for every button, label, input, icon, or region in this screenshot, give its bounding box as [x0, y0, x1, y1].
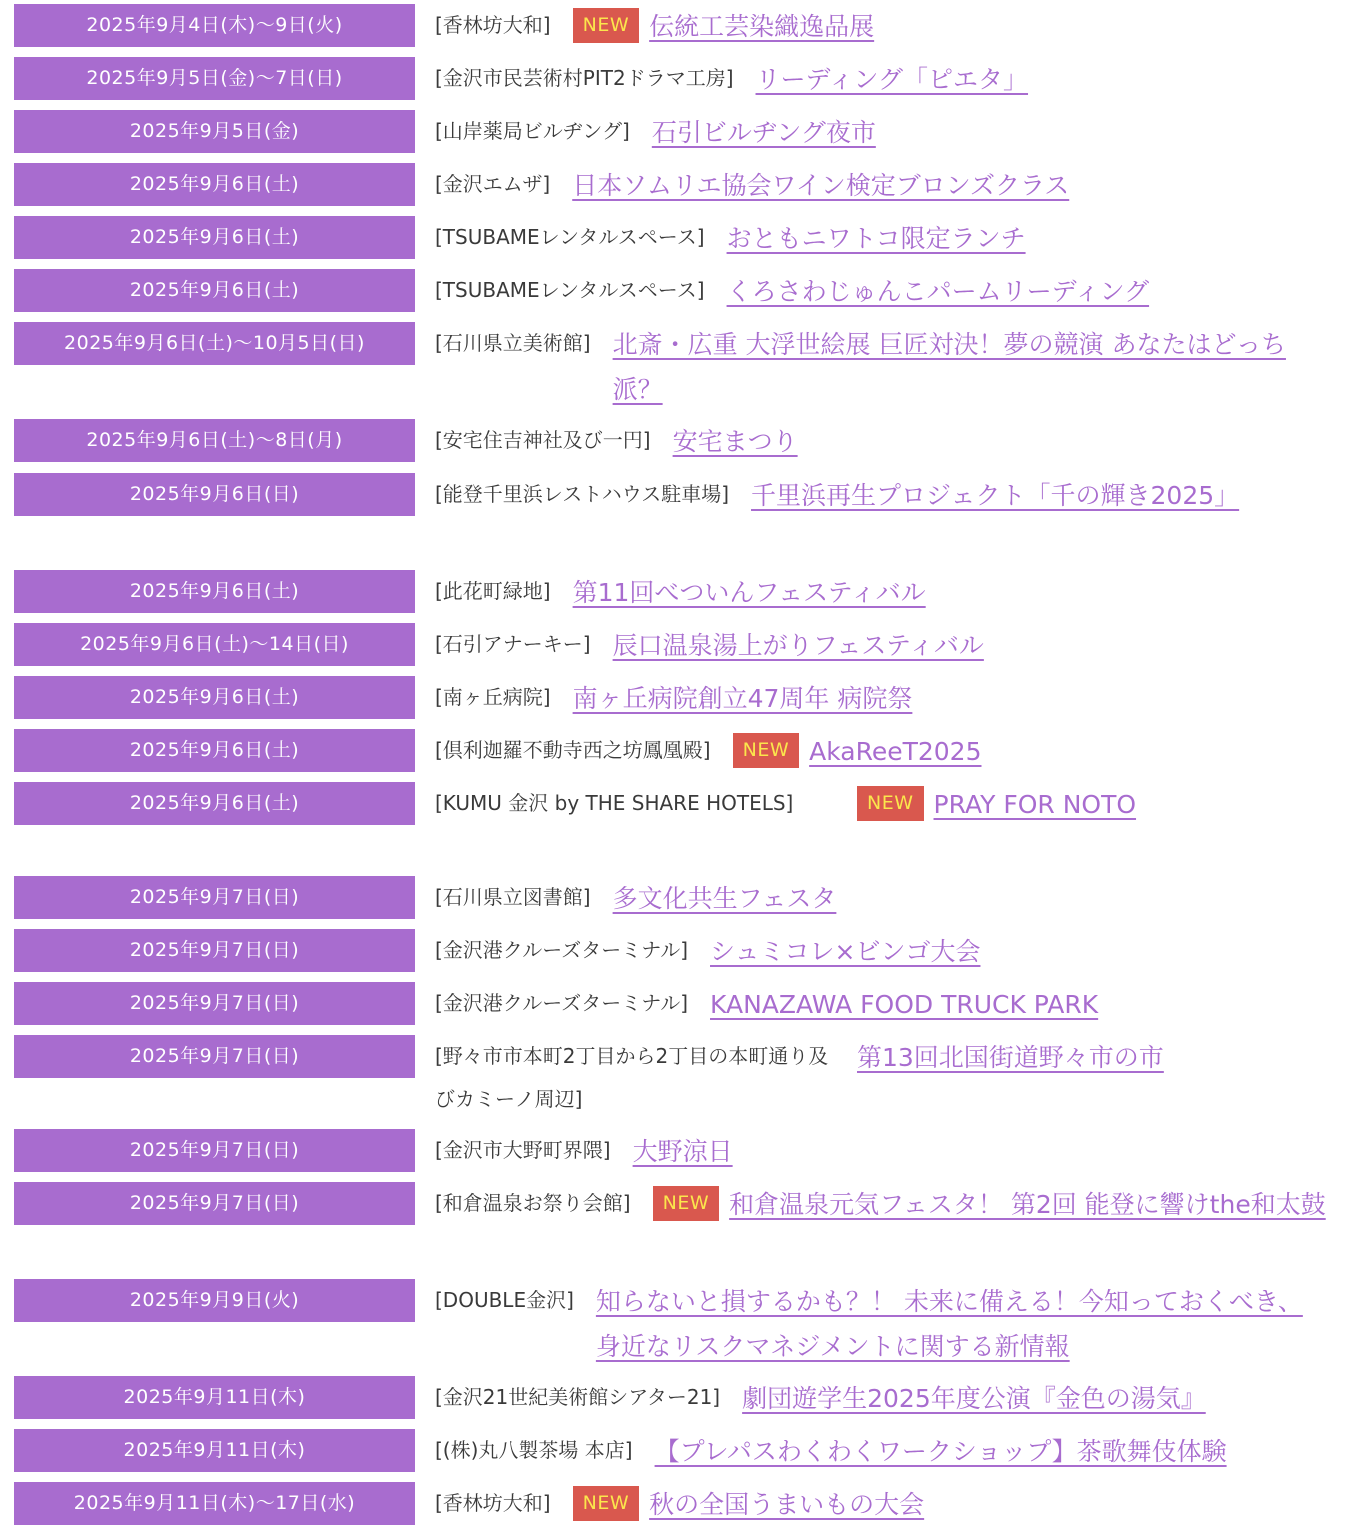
event-content [435, 929, 1334, 974]
event-row [0, 322, 1356, 419]
event-content [435, 623, 1334, 668]
event-date: 2025年9月7日(日) [14, 982, 415, 1025]
event-row [0, 729, 1356, 782]
event-venue: [安宅住吉神社及び一円] [435, 428, 651, 452]
new-badge: NEW [573, 1486, 640, 1521]
event-row [0, 982, 1356, 1035]
event-title-link[interactable]: 第13回北国街道野々市の市 [857, 1043, 1164, 1072]
event-content [435, 1429, 1334, 1474]
event-venue: [香林坊大和] [435, 13, 551, 37]
event-content [435, 782, 1334, 827]
event-date: 2025年9月6日(土) [14, 729, 415, 772]
event-venue: [石川県立図書館] [435, 885, 591, 909]
event-venue: [DOUBLE金沢] [435, 1288, 574, 1312]
event-venue: [此花町緑地] [435, 579, 551, 603]
event-content [435, 1182, 1334, 1227]
event-row [0, 676, 1356, 729]
event-date: 2025年9月6日(土) [14, 163, 415, 206]
event-row [0, 1279, 1356, 1376]
event-title-link[interactable]: おともニワトコ限定ランチ [726, 224, 1026, 253]
event-venue: [金沢21世紀美術館シアター21] [435, 1385, 721, 1409]
event-venue: [倶利迦羅不動寺西之坊鳳凰殿] [435, 738, 711, 762]
event-date: 2025年9月4日(木)〜9日(火) [14, 4, 415, 47]
event-date: 2025年9月6日(土)〜8日(月) [14, 419, 415, 462]
event-title-link[interactable]: リーディング「ピエタ」 [755, 65, 1029, 94]
event-row [0, 1482, 1356, 1535]
event-row [0, 1035, 1356, 1129]
event-date: 2025年9月5日(金)〜7日(日) [14, 57, 415, 100]
event-content [435, 4, 1334, 49]
event-date: 2025年9月9日(火) [14, 1279, 415, 1322]
event-date: 2025年9月6日(土) [14, 216, 415, 259]
event-row [0, 110, 1356, 163]
event-row [0, 163, 1356, 216]
event-title-link[interactable]: 北斎・広重 大浮世絵展 巨匠対決！夢の競演 あなたはどっち派？ [612, 330, 1286, 404]
event-content [435, 982, 1334, 1027]
event-date: 2025年9月5日(金) [14, 110, 415, 153]
event-content [435, 419, 1334, 464]
event-venue: [金沢港クルーズターミナル] [435, 938, 689, 962]
event-date: 2025年9月6日(土) [14, 269, 415, 312]
event-date: 2025年9月7日(日) [14, 1182, 415, 1225]
event-content [435, 322, 1334, 412]
event-venue: [能登千里浜レストハウス駐車場] [435, 482, 730, 506]
event-row [0, 216, 1356, 269]
event-row [0, 57, 1356, 110]
event-date: 2025年9月7日(日) [14, 876, 415, 919]
event-venue: [山岸薬局ビルヂング] [435, 119, 630, 143]
event-date: 2025年9月7日(日) [14, 1129, 415, 1172]
new-badge: NEW [857, 786, 924, 821]
event-date: 2025年9月11日(木) [14, 1429, 415, 1472]
event-title-link[interactable]: 秋の全国うまいもの大会 [649, 1490, 925, 1519]
event-venue: [KUMU 金沢 by THE SHARE HOTELS] [435, 791, 794, 815]
event-title-link[interactable]: KANAZAWA FOOD TRUCK PARK [710, 990, 1099, 1019]
event-row [0, 269, 1356, 322]
event-date: 2025年9月6日(日) [14, 473, 415, 516]
event-venue: [香林坊大和] [435, 1491, 551, 1515]
event-row [0, 1182, 1356, 1279]
event-date: 2025年9月11日(木) [14, 1376, 415, 1419]
event-row [0, 623, 1356, 676]
event-date: 2025年9月11日(木)〜17日(水) [14, 1482, 415, 1525]
event-title-link[interactable]: 劇団遊学生2025年度公演『金色の湯気』 [742, 1384, 1206, 1413]
event-title-link[interactable]: 日本ソムリエ協会ワイン検定ブロンズクラス [572, 171, 1070, 200]
event-date: 2025年9月7日(日) [14, 1035, 415, 1078]
event-date: 2025年9月6日(土) [14, 570, 415, 613]
event-venue: [(株)丸八製茶場 本店] [435, 1438, 633, 1462]
event-venue: [南ヶ丘病院] [435, 685, 551, 709]
event-content [435, 1376, 1334, 1421]
event-date: 2025年9月6日(土)〜10月5日(日) [14, 322, 415, 365]
event-title-link[interactable]: AkaReeT2025 [809, 737, 982, 766]
event-content [435, 1279, 1334, 1369]
event-content [435, 216, 1334, 261]
event-content [435, 163, 1334, 208]
new-badge: NEW [573, 8, 640, 43]
event-title-link[interactable]: 南ヶ丘病院創立47周年 病院祭 [572, 684, 913, 713]
event-venue: [金沢市民芸術村PIT2ドラマ工房] [435, 66, 734, 90]
event-content [435, 676, 1334, 721]
event-date: 2025年9月6日(土) [14, 676, 415, 719]
event-title-link[interactable]: PRAY FOR NOTO [933, 790, 1137, 819]
event-row [0, 876, 1356, 929]
event-title-link[interactable]: 安宅まつり [672, 427, 798, 456]
event-title-link[interactable]: 千里浜再生プロジェクト「千の輝き2025」 [751, 481, 1240, 510]
event-content [435, 473, 1334, 518]
event-date: 2025年9月7日(日) [14, 929, 415, 972]
event-venue: [TSUBAMEレンタルスペース] [435, 225, 705, 249]
event-venue: [金沢市大野町界隈] [435, 1138, 611, 1162]
event-title-link[interactable]: くろさわじゅんこパームリーディング [726, 277, 1150, 306]
new-badge: NEW [733, 733, 800, 768]
event-row [0, 419, 1356, 473]
event-row [0, 1429, 1356, 1482]
event-title-link[interactable]: 多文化共生フェスタ [612, 884, 837, 913]
event-venue: [金沢港クルーズターミナル] [435, 991, 689, 1015]
event-title-link[interactable]: 石引ビルヂング夜市 [651, 118, 876, 147]
event-date: 2025年9月6日(土)〜14日(日) [14, 623, 415, 666]
event-content [435, 876, 1334, 921]
event-row [0, 4, 1356, 57]
event-row [0, 570, 1356, 623]
event-content [435, 1035, 1334, 1121]
event-row [0, 929, 1356, 982]
event-date: 2025年9月6日(土) [14, 782, 415, 825]
event-title-link[interactable]: 【プレパスわくわくワークショップ】茶歌舞伎体験 [654, 1437, 1227, 1466]
event-title-link[interactable]: 大野涼日 [632, 1137, 733, 1166]
event-title-link[interactable]: 辰口温泉湯上がりフェスティバル [612, 631, 984, 660]
event-title-link[interactable]: シュミコレ×ビンゴ大会 [710, 937, 981, 966]
event-content [435, 269, 1334, 314]
event-content [435, 1482, 1334, 1527]
event-title-link[interactable]: 第11回べついんフェスティバル [572, 578, 926, 607]
new-badge: NEW [653, 1186, 720, 1221]
event-venue: [石引アナーキー] [435, 632, 591, 656]
event-venue: [野々市市本町2丁目から2丁目の本町通り及びカミーノ周辺] [435, 1044, 829, 1111]
event-title-link[interactable]: 和倉温泉元気フェスタ！ 第2回 能登に響けthe和太鼓 [729, 1190, 1326, 1219]
event-content [435, 729, 1334, 774]
event-venue: [和倉温泉お祭り会館] [435, 1191, 631, 1215]
event-venue: [TSUBAMEレンタルスペース] [435, 278, 705, 302]
event-venue: [石川県立美術館] [435, 331, 591, 355]
event-row [0, 782, 1356, 876]
event-content [435, 110, 1334, 155]
event-title-link[interactable]: 伝統工芸染織逸品展 [649, 12, 875, 41]
event-row [0, 473, 1356, 570]
event-content [435, 1129, 1334, 1174]
event-venue: [金沢エムザ] [435, 172, 551, 196]
event-content [435, 570, 1334, 615]
event-row [0, 1376, 1356, 1429]
event-title-link[interactable]: 知らないと損するかも？！ 未来に備える！今知っておくべき、 身近なリスクマネジメントに関する新情報 [595, 1287, 1303, 1361]
event-content [435, 57, 1334, 102]
event-row [0, 1129, 1356, 1182]
